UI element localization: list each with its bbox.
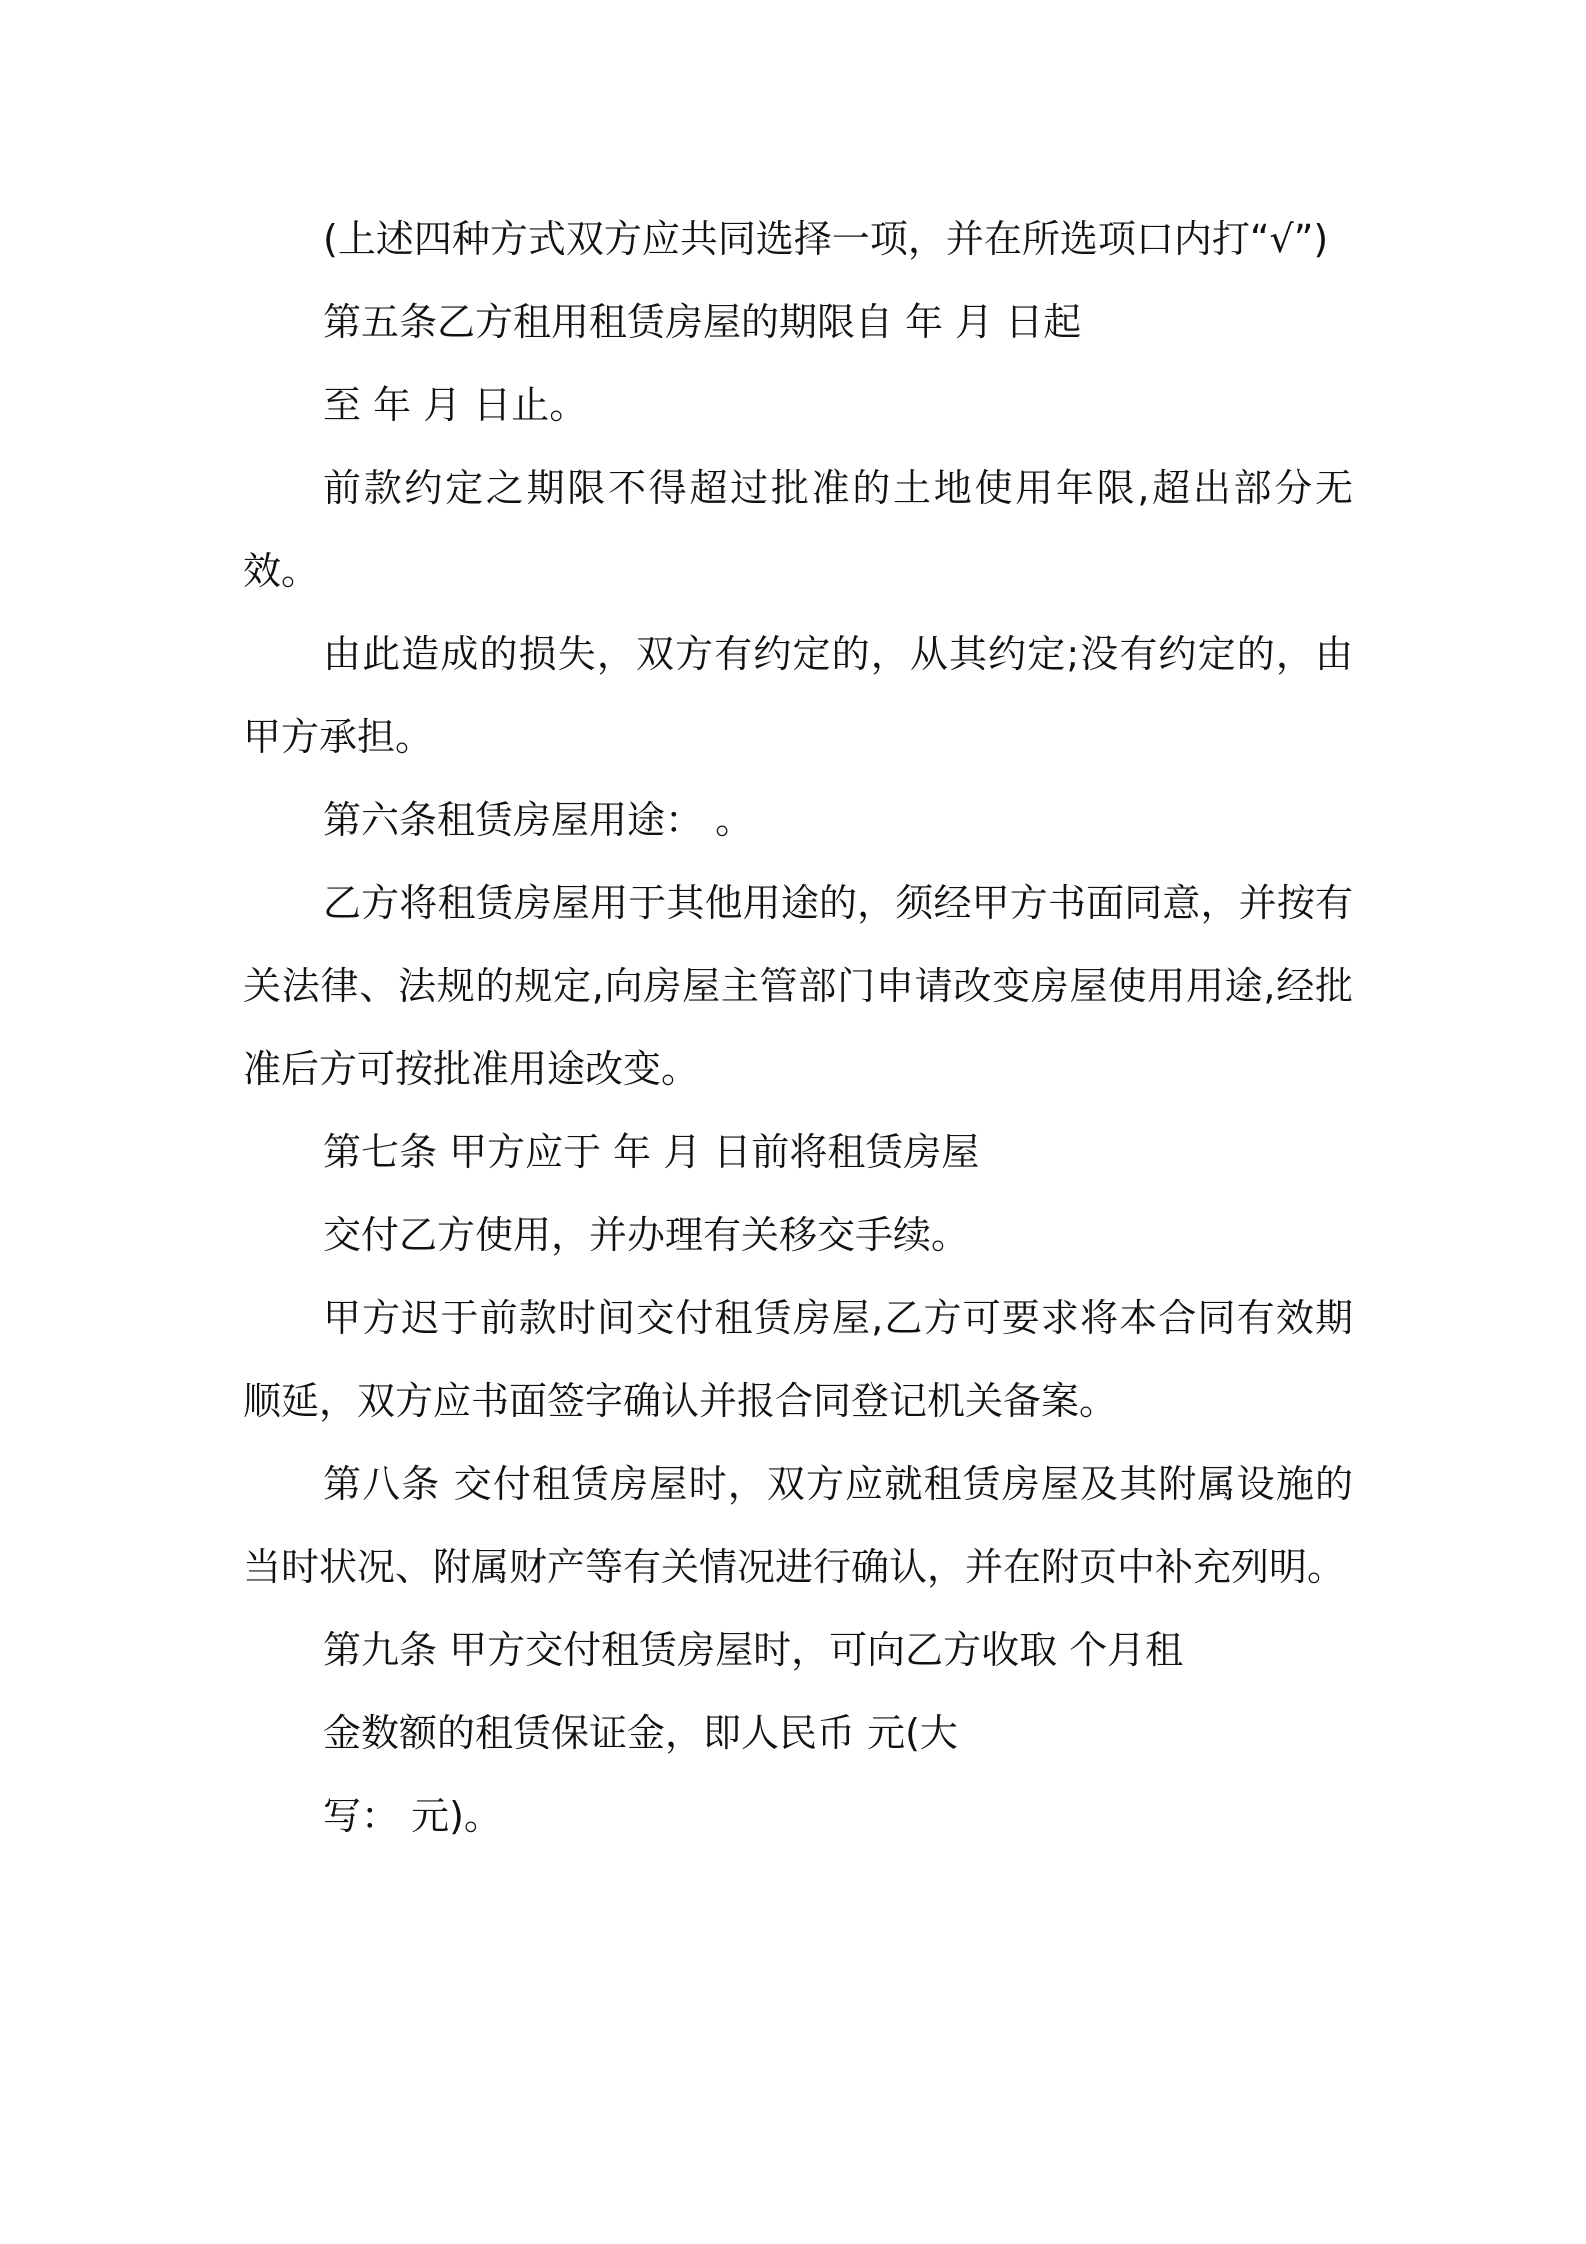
paragraph-article-5-term-end: 至 年 月 日止。 [323, 383, 588, 427]
paragraph-article-8-inspection: 第八条 交付租赁房屋时，双方应就租赁房屋及其附属设施的当时状况、附属财产等有关情况进行确认，并在附页中补充列明。 [243, 1462, 1353, 1589]
paragraph-article-9-deposit: 第九条 甲方交付租赁房屋时，可向乙方收取 个月租 [323, 1628, 1184, 1672]
paragraph-article-5-term-start: 第五条乙方租用租赁房屋的期限自 年 月 日起 [323, 300, 1082, 344]
paragraph-handover: 交付乙方使用，并办理有关移交手续。 [323, 1213, 970, 1257]
paragraph-deposit-written: 写： 元)。 [323, 1794, 502, 1838]
paragraph-article-6-usage: 第六条租赁房屋用途： 。 [323, 798, 754, 842]
paragraph-article-7-delivery: 第七条 甲方应于 年 月 日前将租赁房屋 [323, 1130, 980, 1174]
paragraph-selection-note: (上述四种方式双方应共同选择一项，并在所选项口内打“√”) [323, 217, 1329, 261]
paragraph-deposit-amount: 金数额的租赁保证金，即人民币 元(大 [323, 1711, 958, 1755]
paragraph-usage-change: 乙方将租赁房屋用于其他用途的，须经甲方书面同意，并按有关法律、法规的规定,向房屋主管部门申请改变房屋使用用途,经批准后方可按批准用途改变。 [243, 881, 1353, 1091]
paragraph-term-limit: 前款约定之期限不得超过批准的土地使用年限,超出部分无效。 [243, 466, 1353, 593]
document-body [243, 198, 1353, 1858]
paragraph-loss-liability: 由此造成的损失，双方有约定的，从其约定;没有约定的，由甲方承担。 [243, 632, 1353, 759]
paragraph-late-delivery: 甲方迟于前款时间交付租赁房屋,乙方可要求将本合同有效期顺延，双方应书面签字确认并报合同登记机关备案。 [243, 1296, 1353, 1423]
